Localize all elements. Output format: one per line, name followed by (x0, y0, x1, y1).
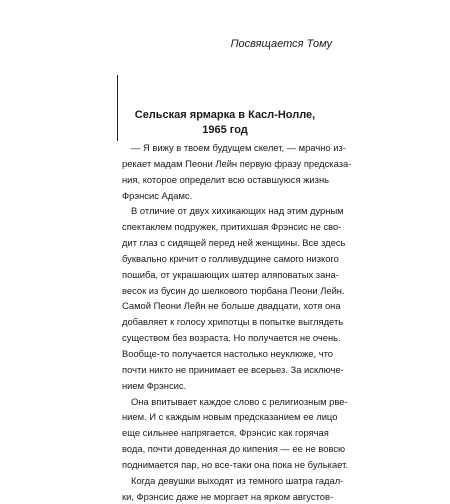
text-line: вода, почти доведенная до кипения — ее не вовсю (122, 443, 346, 455)
text-line: Самой Пеони Лейн не больше двадцати, хотя она (122, 300, 341, 312)
text-line: рекает мадам Пеони Лейн первую фразу предсказа- (122, 157, 352, 169)
text-line: пошиба, от украшающих шатер аляповатых зана- (122, 268, 339, 280)
text-line: еще сильнее напрягается. Фрэнсис как горячая (122, 427, 329, 439)
text-line: Фрэнсис Адамс. (122, 189, 193, 201)
text-line: буквально кричит о голливудщине самого низкого (122, 252, 339, 264)
chapter-title-line-2: 1965 год (202, 124, 248, 136)
text-line: Когда девушки выходят из темного шатра гадал- (131, 474, 344, 486)
text-line: ния, которое определит всю оставшуюся жизнь (122, 173, 330, 185)
text-line: спектаклем подружек, притихшая Фрэнсис не сво- (122, 221, 342, 233)
text-line: добавляет к голосу хрипотцы в попытке выглядеть (122, 316, 344, 328)
dedication: Посвящается Тому (230, 38, 332, 50)
vertical-rule (117, 75, 118, 141)
chapter-title-line-1: Сельская ярмарка в Касл-Нолле, (134, 109, 316, 121)
text-line: дит глаз с сидящей перед ней женщины. Все здесь (122, 237, 346, 249)
text-line: поднимается пар, но все-таки она пока не булькает. (122, 458, 348, 470)
chapter-title (122, 108, 328, 138)
text-line: весок из бусин до шелкового тюрбана Пеони Лейн. (122, 284, 345, 296)
text-line: Она впитывает каждое слово с религиозным рве- (131, 395, 348, 407)
text-line: нием Фрэнсис. (122, 379, 187, 391)
text-line: почти никто не принимает ее всерьез. За исключе- (122, 363, 344, 375)
text-line: нием. И с каждым новым предсказанием ее лицо (122, 411, 338, 423)
text-line: — Я вижу в твоем будущем скелет, — мрачно из- (131, 142, 346, 153)
body-text (122, 140, 352, 504)
text-line: существом без возраста. Но получается не очень. (122, 332, 341, 344)
text-line: Вообще-то получается настолько неуклюже, что (122, 347, 334, 359)
text-line: В отличие от двух хихикающих над этим дурным (131, 205, 344, 217)
text-line: ки, Фрэнсис даже не моргает на ярком августов- (122, 490, 334, 502)
